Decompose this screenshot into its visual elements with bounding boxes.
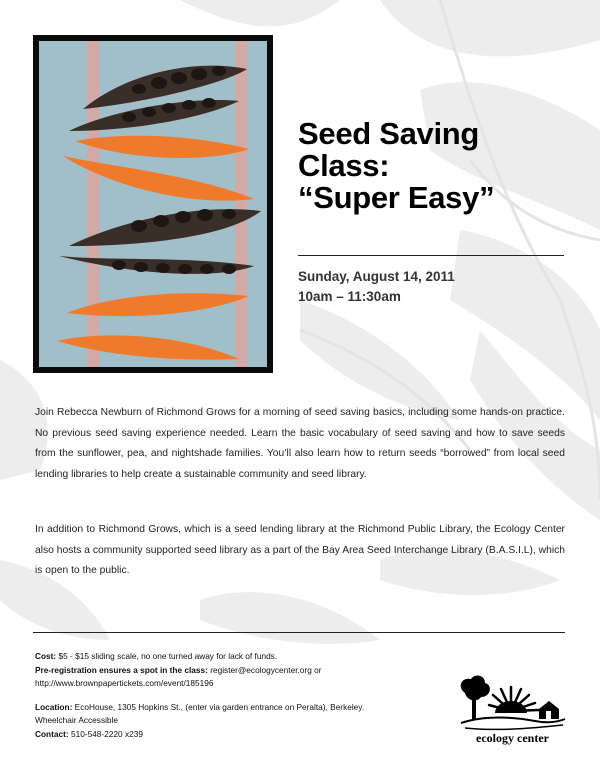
- location-label: Location:: [35, 701, 73, 712]
- title-line-2: Class:: [298, 148, 390, 183]
- seed-pods-photo: [39, 41, 267, 367]
- contact-value: 510-548-2220 x239: [70, 728, 143, 739]
- cost-value: $5 - $15 sliding scale, no one turned away for lack of funds.: [58, 651, 278, 661]
- cost-line: [35, 650, 455, 664]
- accessibility-note: Wheelchair Accessible: [35, 715, 119, 725]
- tickets-link[interactable]: http://www.brownpapertickets.com/event/185196: [35, 678, 214, 688]
- event-time: 10am – 11:30am: [298, 289, 401, 304]
- registration-email[interactable]: register@ecologycenter.org or: [210, 664, 322, 675]
- contact-label: Contact:: [35, 728, 69, 739]
- cost-label: Cost:: [35, 651, 57, 661]
- location-value: EcoHouse, 1305 Hopkins St., (enter via garden entrance on Peralta), Berkeley.: [74, 701, 365, 712]
- event-date: Sunday, August 14, 2011: [298, 269, 455, 284]
- event-datetime: [298, 267, 455, 307]
- location-line: [35, 701, 455, 715]
- contact-line: [35, 728, 455, 742]
- description-paragraph-1: Join Rebecca Newburn of Richmond Grows for a morning of seed saving basics, including some hands-on practice. No previous seed saving experience needed. Learn the basic vocabulary of seed saving and how to save seeds from the sunflower, pea, and nightshade families. You’ll also learn how to return seeds “borrowed” from local seed lending libraries to help create a sustainable community and seed library.: [35, 407, 565, 480]
- description-paragraph-2: In addition to Richmond Grows, which is a seed lending library at the Richmond Public Library, the Ecology Center also hosts a community supported seed library as a part of the Bay Area Seed Interchange Library (B.A.S.I.L), which is open to the public.: [35, 524, 565, 576]
- preregistration-line: [35, 664, 455, 678]
- title-line-1: Seed Saving: [298, 116, 480, 151]
- title-divider: [298, 255, 564, 256]
- title-line-3: “Super Easy”: [298, 180, 495, 215]
- preregistration-label: Pre-registration ensures a spot in the class:: [35, 664, 208, 675]
- event-title: [298, 118, 578, 214]
- footer-divider: [33, 632, 565, 633]
- ecology-center-logo-text: ecology center: [476, 731, 549, 745]
- seed-pods-photo-frame: [33, 35, 273, 373]
- event-details: [35, 650, 455, 741]
